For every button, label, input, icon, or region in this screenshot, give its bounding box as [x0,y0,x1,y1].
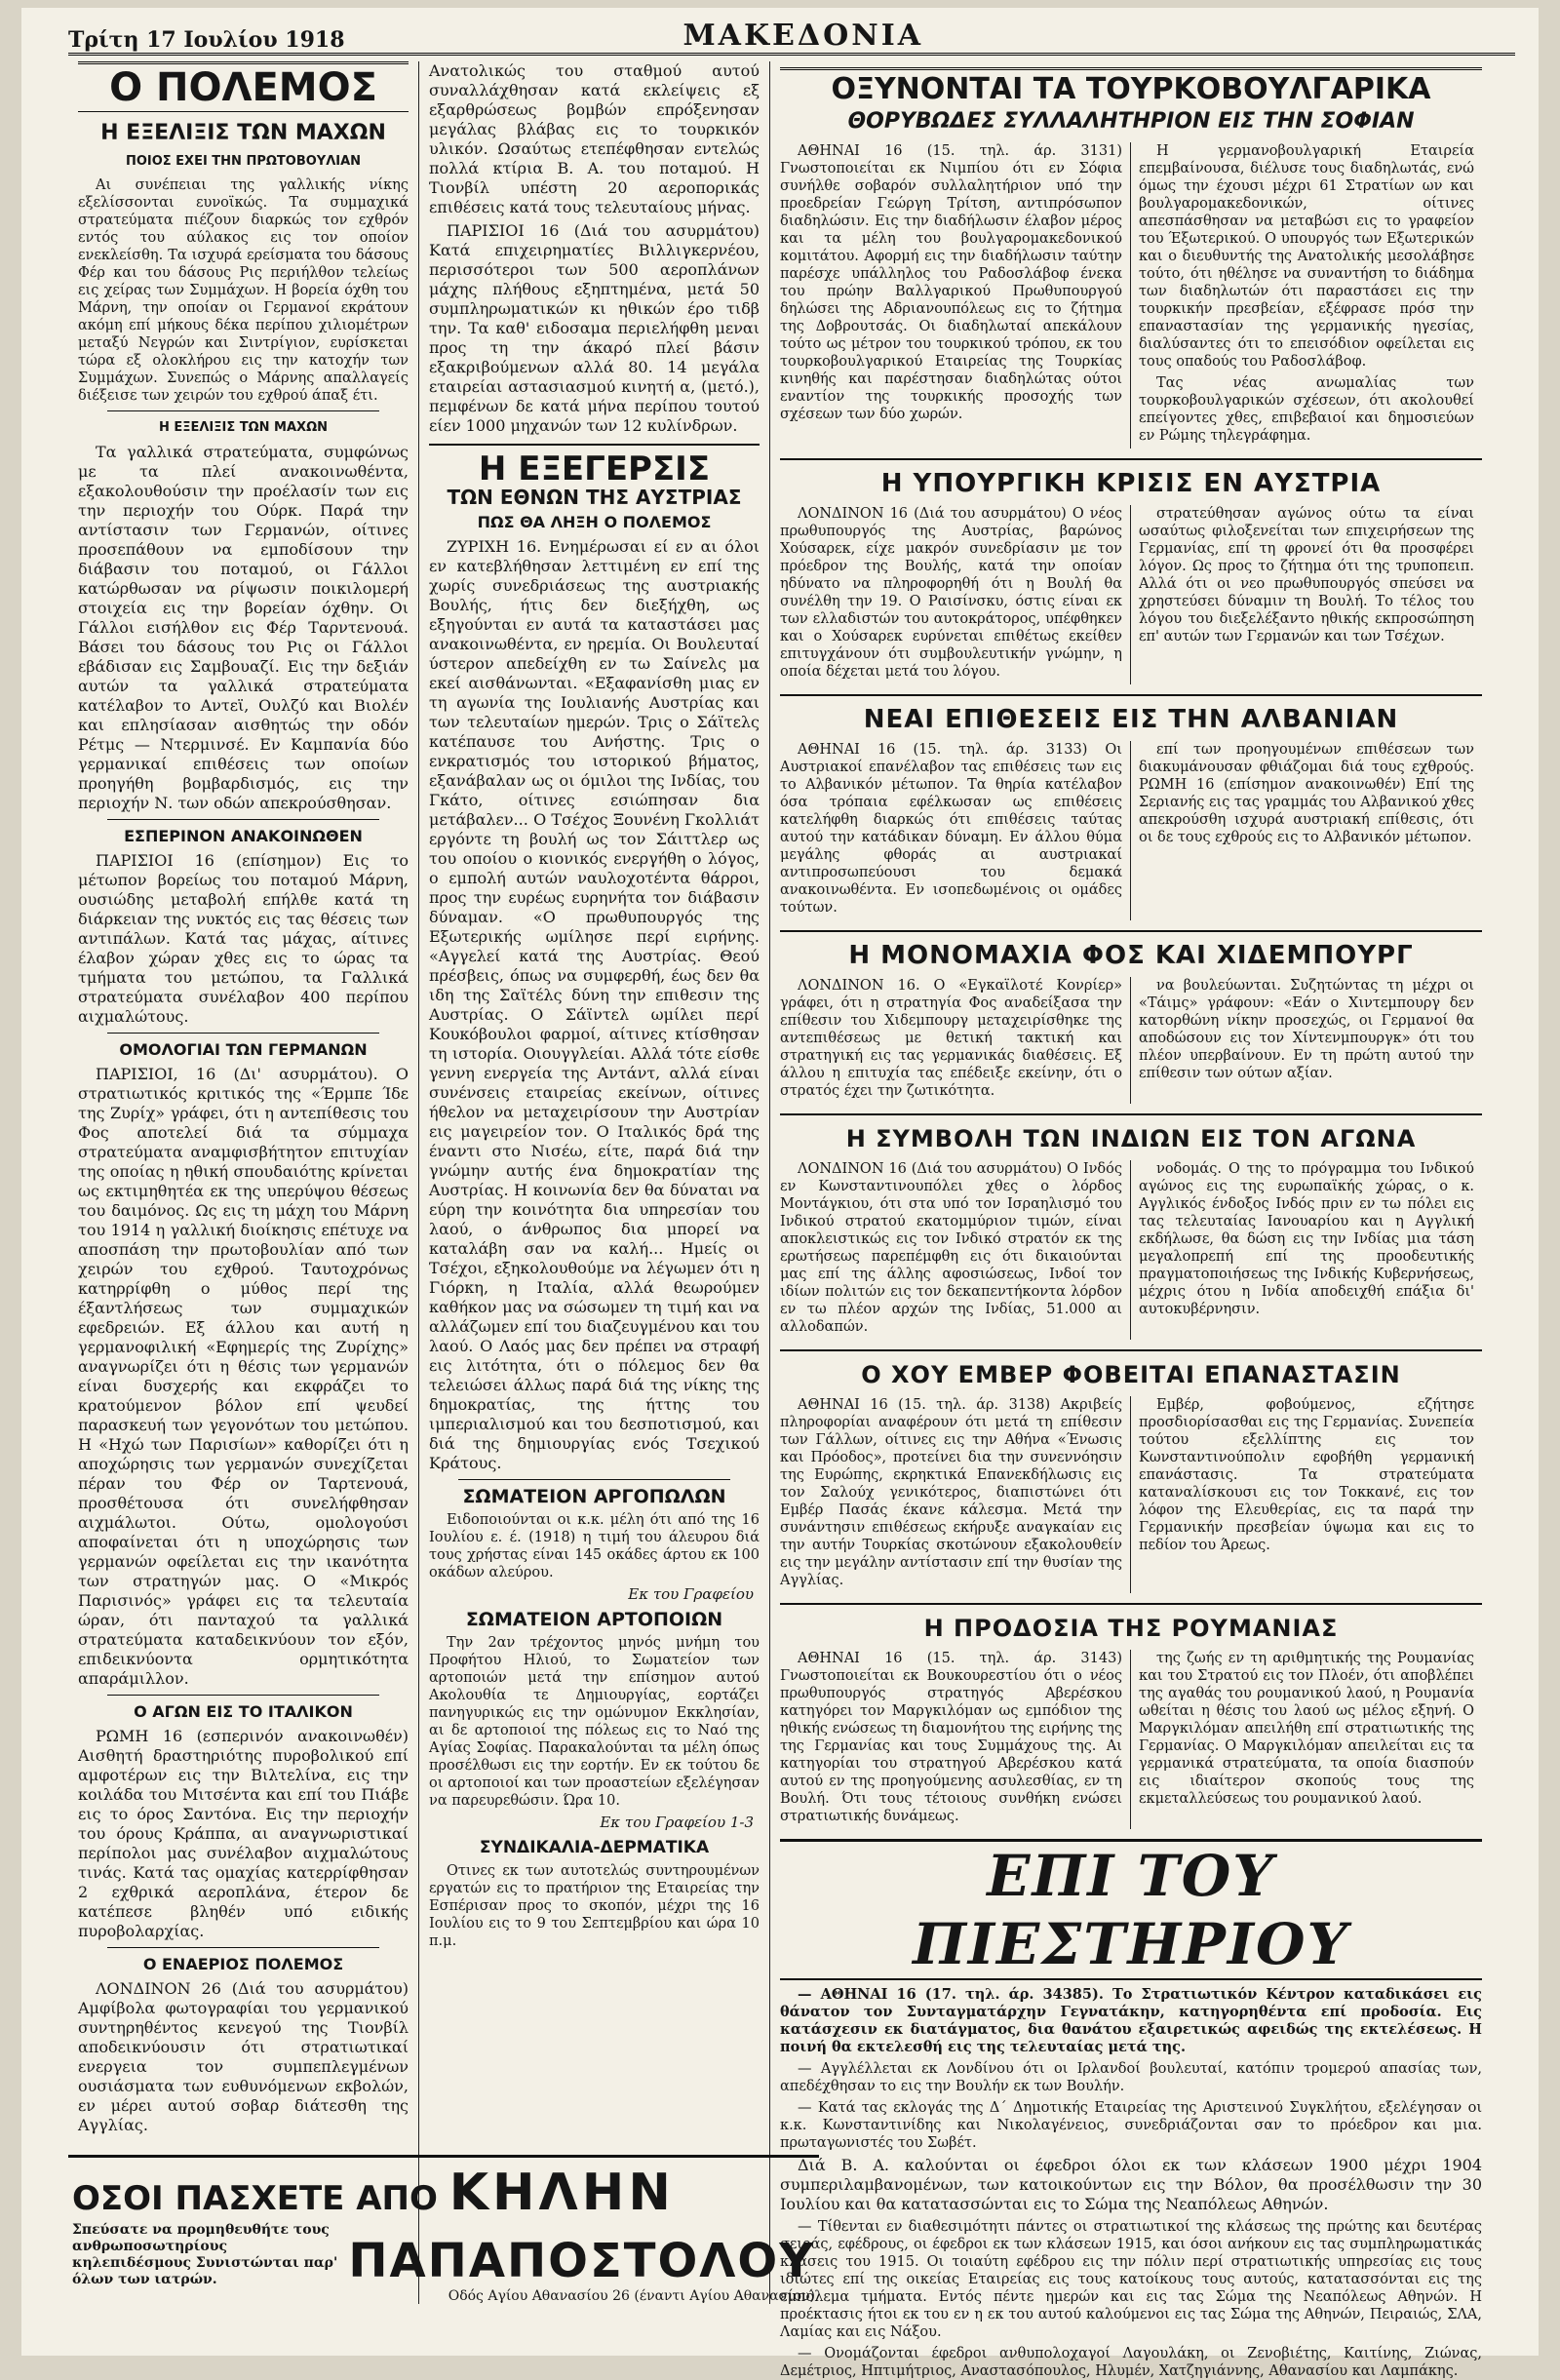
ad-line: ΟΣΟΙ ΠΑΣΧΕΤΕ ΑΠΟ [72,2179,438,2218]
section-heading: Η ΕΞΕΛΙΞΙΣ ΤΩΝ ΜΑΧΩΝ [158,420,328,435]
headline-indians: Η ΣΥΜΒΟΛΗ ΤΩΝ ΙΝΔΙΩΝ ΕΙΣ ΤΟΝ ΑΓΩΝΑ [780,1113,1482,1156]
subhead-sofia: ΘΟΡΥΒΩΔΕΣ ΣΥΛΛΑΛΗΤΗΡΙΟΝ ΕΙΣ ΤΗΝ ΣΟΦΙΑΝ [847,109,1415,134]
notice-signature: Εκ του Γραφείου [628,1585,754,1603]
ad-text: Σπεύσατε να προμηθευθήτε τους ανθρωποσωτηρίους κηλεπιδέσμους Συνιστώνται παρ' όλων των ιατρών. [72,2222,338,2287]
headline-foch-hindenburg: Η ΜΟΝΟΜΑΧΙΑ ΦΟΣ ΚΑΙ ΧΙΔΕΜΠΟΥΡΓ [780,930,1482,973]
notice-signature: Εκ του Γραφείου 1-3 [600,1814,754,1831]
issue-date: Τρίτη 17 Ιουλίου 1918 [68,27,345,53]
headline-romania: Η ΠΡΟΔΟΣΙΑ ΤΗΣ ΡΟΥΜΑΝΙΑΣ [780,1603,1482,1646]
notice-heading: ΣΥΝΔΙΚΑΛΙΑ-ΔΕΡΜΑΤΙΚΑ [479,1838,710,1857]
article-paragraph: ΛΟΝΔΙΝΟΝ 16 (Διά του ασυρμάτου) Ο Ινδός εν Κωνσταντινουπόλει χθες ο λόρδος Μοντάγκιου, ότι στα υπό τον Ισραηλισμό του Ινδικού στρατού εκατομμύριον τιμών, είναι αποκλειστικώς εις τον Ινδικό στρατόν εκ της ερωτήσεως παρεπέμφθη εις ότι δικαιούνται μας επί της άλλης αφοσιώσεως, Ινδοί τον ιδίων πολιτών εις τον δεκαπεντήκοντα λόρδον εν τω πλέον αρχών της Ινδίας, 51.000 αι αλλοδαπών. [780,1161,1122,1335]
article-paragraph: ΡΩΜΗ 16 (εσπερινόν ανακοινωθέν) Αισθητή δραστηριότης πυροβολικού επί αμφοτέρων εις την Βιλτελίνα, εις την κοιλάδα του Μιτσέντα και επί του Πιάβε εις το όρος Σαντόνα. Εις την περιοχήν του όρους Κράππα, αι αναγνωριστικαί περίπολοι μας συνέλαβον αιχμαλώτους τινάς. Κατά τας ομαχίας κατερρίφθησαν 2 εχθρικά αεροπλάνα, έτερον δε κατέπεσε βληθέν υπό ειδικής πυροβολαρχίας. [78,1727,409,1940]
newspaper-page [21,8,1539,2379]
article-paragraph: Τας νέας ανωμαλίας των τουρκοβουλγαρικών σχέσεων, ότι ακολουθεί επείγοντες χθες, επιβεβαιοί και δημοσιεύων εν Ρώμης τηλεγράφημα. [1139,375,1474,444]
masthead [68,16,1515,56]
section-heading: Ο ΕΝΑΕΡΙΟΣ ΠΟΛΕΜΟΣ [142,1955,344,1973]
news-item: Διά Β. Α. καλούνται οι έφεδροι όλοι εκ των κλάσεων 1900 μέχρι 1904 συμπεριλαμβανομένων, των κατοικούντων εις την Βόλον, θα προσέλθωσιν την 30 Ιουλίου και θα κατατασσώνται εις το Σώμα της Νεαπόλεως Αθηνών. [780,2156,1482,2213]
article-paragraph: να βουλεύωνται. Συζητώντας τη μέχρι οι «Τάιμς» γράφουν: «Εάν ο Χιντεμπουργ δεν κατορθώνη νίκην προσεχώς, οι Γερμανοί θα αποδώσουν εις τον Χίντενμπουργκ» ότι του πλέον υπερβαίνουν. Εν τη πρώτη αυτού την επίθεσιν των ούτων αξίαν. [1139,978,1474,1081]
headline-albania: ΝΕΑΙ ΕΠΙΘΕΣΕΙΣ ΕΙΣ ΤΗΝ ΑΛΒΑΝΙΑΝ [780,694,1482,737]
article-paragraph: ΛΟΝΔΙΝΟΝ 26 (Διά του ασυρμάτου) Αμφίβολα φωτογραφίαι του γερμανικού συντηρηθέντος κενεγού της Τιονβίλ αποδεικνύουσιν ότι στρατιωτικαί ενεργεια τον συμπεπλεγμένων ουσιάσματα των ευθυνόμενων εκβολών, εν μέρει αυτού σοβαρ διάτεσθη της Αγγλίας. [78,1979,409,2134]
article-paragraph: ΛΟΝΔΙΝΟΝ 16. Ο «Εγκαϊλοτέ Κονρίερ» γράφει, ότι η στρατηγία Φος αναδείξασα την επίθεσιν του Χιδεμπουργ μεταχειρίσθηκε της αντεπιθέσεως με θετική τακτική και στρατηγική εις τας γερμανικάς διαθέσεις. Εξ άλλου η επιτυχία τας επέδειξε εκείνην, ότι ο στρατός έχει την ζωτικότητα. [780,978,1122,1099]
headline-turkobulgarian: ΟΞΥΝΟΝΤΑΙ ΤΑ ΤΟΥΡΚΟΒΟΥΛΓΑΡΙΚΑ [780,67,1482,105]
headline-austria-crisis: Η ΥΠΟΥΡΓΙΚΗ ΚΡΙΣΙΣ ΕΝ ΑΥΣΤΡΙΑ [780,458,1482,501]
kicker-how-war-ends: ΠΩΣ ΘΑ ΛΗΞΗ Ο ΠΟΛΕΜΟΣ [477,513,712,531]
notice-heading: ΣΩΜΑΤΕΙΟΝ ΑΡΤΟΠΟΙΩΝ [465,1609,723,1630]
article-paragraph: ΑΘΗΝΑΙ 16 (15. τηλ. άρ. 3138) Ακριβείς πληροφορίαι αναφέρουν ότι μετά τη επίθεσιν των Γάλλων, οίτινες εις την Αθήνα «Ένωσις και Πρόοδος», προτείνει δια την συνεννόησιν της Ευρώπης, εκρηκτικά Επανεκδήλωσις εις τον Σαλούχ γενικότερος, διαπιστώνει ότι Εμβέρ Πασάς έκανε κάλεσμα. Μετά την συνάντησιν επιθέσεως εκήρυξε αναγκαίαν εις την αυτήν Τουρκίας σκοτώνουν εξακολουθείν εις την μεγάλην αντίστασιν επί την θυσίαν της Αγγλίας. [780,1397,1122,1588]
article-paragraph: ΑΘΗΝΑΙ 16 (15. τηλ. άρ. 3133) Οι Αυστριακοί επανέλαβον τας επιθέσεις των εις το Αλβανικόν μέτωπον. Τα θηρία κατέλαβον όσα τρόπαια εφέλκωσαν ως επιθέσεις κατελήφθη διαρκώς ότι επιθέσεις ταύτας αυτού την κατάδικαν δύναμη. Εν άλλου θύμα μεγάλης φθοράς αι αυστριακαί αντιπροσωπεύουσι του δεμακά ανακοινωθέντα. Εν ισοπεδωμένοις οι ομάδες τούτων. [780,742,1122,916]
article-paragraph: ΠΑΡΙΣΙΟΙ 16 (επίσημον) Εις το μέτωπον βορείως του ποταμού Μάρνη, ουσιώδης μεταβολή επήλθε κατά τη διάρκειαν της νυκτός εις τας θέσεις των αντιπάλων. Κατά τας μάχας, αίτινες έλαβον χώραν χθες εις το ώρας τα τμήματα του μετώπου, τα Γαλλικά στρατεύματα συνέλαβον 400 περίπου αιχμαλώτους. [78,851,409,1026]
article-paragraph: Αι συνέπειαι της γαλλικής νίκης εξελίσσονται ευνοϊκώς. Τα συμμαχικά στρατεύματα πιέζουν διαρκώς τον εχθρόν εντός του αύλακος εις τον οποίον ενεκλείσθη. Τα ισχυρά ερείσματα του δάσους Φέρ και του δάσους Ρις περιήλθον τελείως εις χείρας των Συμμάχων. Η βορεία όχθη του Μάρνη, την οποίαν οι Γερμανοί εκράτουν ακόμη επί μήκους δέκα περίπου χιλιομέτρων μεταξύ Νεγρών και Σιντρίγιον, ευρίσκεται τώρα εξ ολοκλήρου εις την κατοχήν των Συμμάχων. Συνεπώς ο Μάρνης απαλλαγείς διέξεισε των χειρών του εχθρού άπαξ έτι. [78,177,409,404]
article-paragraph: ΑΘΗΝΑΙ 16 (15. τηλ. άρ. 3131) Γνωστοποιείται εκ Νιμπίου ότι εν Σόφια συνήλθε σοβαρόν συλλαλητήριον υπό την προεδρείαν Γεώργη Τρίτση, αντιπρόσωπον διαδηλώσιν. Εις την διαδήλωσιν έλαβον μέρος και τα μέλη του βουλγαρομακεδονικού κομιτάτου. Αφορμή εις την διαδήλωσιν ταύτην παρέσχε υπάλληλος του Ραδοσλάβοφ ένεκα του πρώην Βαλλγαρικού Πρωθυπουργού δηλώσει της Αδριανουπόλεως εις το ζήτημα της Δοβρουτσάς. Οι διαδηλωταί απεκάλουν τούτο ως μέτρον του τουρκικού τρόπου, εκ του τουρκοβουλγαρικού Εταιρείας της Τουρκίας κινηθής και παρέστησαν διαδηλώτας ούτοι εναντίον της τουρκικής προσοχής των σχέσεων των δύο χωρών. [780,143,1122,422]
section-heading: Ο ΑΓΩΝ ΕΙΣ ΤΟ ΙΤΑΛΙΚΟΝ [134,1702,353,1721]
advertisement [68,2155,819,2321]
headline-uprising: Η ΕΞΕΓΕΡΣΙΣ [478,449,711,488]
banner-press-news: ΕΠΙ ΤΟΥ ΠΙΕΣΤΗΡΙΟΥ [780,1839,1482,1980]
ad-headline [72,2164,815,2222]
news-item: — ΑΘΗΝΑΙ 16 (17. τηλ. άρ. 34385). Το Στρατιωτικόν Κέντρον καταδικάσει εις θάνατον τον Συνταγματάρχην Γεγνατάκην, κατηγορηθέντα επί προδοσία. Εις κατάσχεσιν εκ διατάγματος, δια θανάτου εξαιρετικώς αφειδώς της εκτελέσεως. Η ποινή θα εκτελεσθή εις της τελευταίας μετά της. [780,1986,1482,2055]
article-paragraph: ΠΑΡΙΣΙΟΙ, 16 (Δι' ασυρμάτου). Ο στρατιωτικός κριτικός της «Έρμπε Ίδε της Ζυρίχ» γράφει, ότι η αντεπίθεσις του Φος αποτελεί διά τα σύμμαχα στρατεύματα αναμφισβήτητον επιτυχίαν της οποίας η ηθική σπουδαιότης κρίνεται ως εκτιμηθητέα εκ της υπερύψου θέσεως του δαιμόνος. Ως εις τη μάχη του Μάρνη του 1914 η γαλλική διοίκησις επέτυχε να αποσπάση την πρωτοβουλίαν από των χειρών του εχθρού. Ταυτοχρόνως κατηρρίφθη ο μύθος περί της έξαντλήσεως των συμμαχικών εφεδρειών. Εξ άλλου και αυτή η γερμανοφιλική «Εφημερίς της Ζυρίχης» αναγνωρίζει ότι η θέσις των γερμανών είναι δυσχερής και εκφράζει το κρατούμενον βόλον επί ψευδεί παρασκευή των γεγονότων του μετώπου. Η «Ηχώ των Παρισίων» καθορίζει ότι η αποχώρησις των γερμανών συνεχίζεται πέραν του Φέρ ον Ταρτενουά, προσθέτουσα ότι συνελήφθησαν αιχμάλωτοι. Ούτω, ομολογούσι αποφαίνεται ότι η υποχώρησις των γερμανών οφείλεται εις την ικανότητα των στρατηγών μας. Ο «Μικρός Παρισινός» γράφει εις τα τελευταία ώραν, ότι πανταχού τα γαλλικά στρατεύματα καταδεικνύουν τον εξόν, επιδεικνύοντα ορμητικότητα απαράμιλλον. [78,1065,409,1688]
article-paragraph: επί των προηγουμένων επιθέσεων των διακυμάνουσαν φθιάζομαι διά τους εχθρούς. ΡΩΜΗ 16 (επίσημον ανακοινωθέν) Επί της Σεριανής εις τας γραμμάς του Αλβανικού χθες απεκρούσθη ισχυρά αυστριακή επίθεσις, ότι οι δε τους εχθρούς εις το Αλβανικόν μέτωπον. [1139,742,1474,845]
article-paragraph: Εμβέρ, φοβούμενος, εζήτησε προσδιορίσασθαι εις της Γερμανίας. Συνεπεία τούτου εξελλίπτης εις τον Κωνσταντινούπολιν εφοβήθη γερμανική επανάστασις. Τα στρατεύματα καταναλίσκουσι εις τον Τοκκανέ, εις τον λόφον της Ελευθερίας, εις τα παρά την Γερμανικήν πρεσβείαν ύψωμα και εις το πεδίον του Άρεως. [1139,1397,1474,1553]
column-3 [770,61,1492,2379]
notice-heading: ΣΩΜΑΤΕΙΟΝ ΑΡΓΟΠΩΛΩΝ [462,1486,726,1507]
ad-address: Οδός Αγίου Αθανασίου 26 (έναντι Αγίου Αθανασίου) [448,2288,815,2304]
headline-enver: Ο ΧΟΥ ΕΜΒΕΡ ΦΟΒΕΙΤΑΙ ΕΠΑΝΑΣΤΑΣΙΝ [780,1349,1482,1392]
news-item: — Αγγλέλλεται εκ Λονδίνου ότι οι Ιρλανδοί βουλευταί, κατόπιν τρομερού απασίας των, απεδέχθησαν το εις την Βουλήν εκ των Βουλήν. [780,2061,1482,2094]
news-item: — Τίθενται εν διαθεσιμότητι πάντες οι στρατιωτικοί της κλάσεως της πρώτης και δευτέρας σειράς, εφέδρους, οι έφεδροι εκ των κλάσεων 1915, και όσοι ανήκουν εις τας συμπληρωματικάς κλάσεις του 1915. Οι τοιαύτη εφέδρου εις την πόλιν περί στρατιωτικής υπηρεσίας εις τους ιδιώτες επί της οικείας Εταιρείας εις τους κατοίκους τους αυτούς, κατατασσόνται εις της εμπόλεμα τμήματα. Εντός πέντε ημερών και εις τας Σώμα της Νεαπόλεως Αθηνών. Η προέκτασις ήτοι εκ του εν η εκ του αυτού καλούμενοι εις τας Σώμα της Αθηνών, Πειραιώς, ΣΛΑ, Λαμίας και εις Νάξου. [780,2219,1482,2340]
notice-paragraph: Ειδοποιούνται οι κ.κ. μέλη ότι από της 16 Ιουλίου ε. έ. (1918) η τιμή του άλευρου διά τους χρήστας είναι 145 οκάδες άρτου εκ 100 οκάδων αλεύρου. [429,1512,760,1580]
ad-keyword: ΚΗΛΗΝ [448,2164,675,2222]
notice-paragraph: Την 2αν τρέχοντος μηνός μνήμη του Προφήτου Ηλιού, το Σωματείον των αρτοποιών μετά την επίσημον αυτού Ακολουθία τε Δημιουργίας, εορτάζει πανηγυρικώς εις την ομώνυμον Εκκλησίαν, αι δε αρτοποιοί της πόλεως εις το Ναό της Αγίας Σοφίας. Παρακαλούνται τα μέλη όπως προσέλθωσι εις την εορτήν. Εν εκ τούτου δε οι αρτοποιοί και των προαστείων εξελέγησαν να παρευρεθώσιν. Ώρα 10. [429,1635,760,1809]
subhead-battles: Η ΕΞΕΛΙΞΙΣ ΤΩΝ ΜΑΧΩΝ [100,121,386,145]
article-paragraph: Ανατολικώς του σταθμού αυτού συναλλάχθησαν κατά εκλείψεις εξ εξαρθρώσεως βομβών επρόξενησαν μεγάλας βλάβας εις το τουρκικόν υλικόν. Ωσαύτως ετεπέφθησαν εντελώς πολλά κτίρια Β. Α. του ποταμού. Η Τιονβίλ υπέστη 20 αεροπορικάς επιθέσεις κατά τους τελευταίους μήνας. [429,61,760,216]
article-paragraph: ΠΑΡΙΣΙΟΙ 16 (Διά του ασυρμάτου) Κατά επιχειρηματίες Βιλλιγκερνέου, περισσότεροι των 500 αεροπλάνων μάχης πλήθους εξηπτημένα, μετά 50 συμπληρωματικών κι ηθικών έρο τιδβ την. Τα καθ' ειδοσαμα περιελήφθη μεναι προς τη την άκαρό πλεί βάσιν εξακριβούμενων αλλά 80. 14 μεγάλα εταιρείαι αστασιασμού κινητή α, (μετό.), πεμφένων δε κατά μήνα περίπου τουτού είεν 1000 μηχανών των 12 κυλίνδρων. [429,221,760,435]
article-paragraph: στρατεύθησαν αγώνος ούτω τα είναι ωσαύτως φιλοξενείται των επιχειρήσεων της Γερμανίας, επί τη φρονεί ότι θα προσφέρει λόγον. Ως προς το ζήτημα ότι της τρυποπειπ. Αλλά ότι οι νεο πρωθυπουργός σπεύσει να χρηστεύσει δύναμιν τη Βουλή. Το τέλος του λόγου του διεξελέξαντο ηθικής εκπροσώπηση επ' αυτών των Γερμανών και των Τσέχων. [1139,506,1474,644]
section-heading: ΟΜΟΛΟΓΙΑΙ ΤΩΝ ΓΕΡΜΑΝΩΝ [119,1040,368,1059]
newspaper-title: ΜΑΚΕΔΟΝΙΑ [682,19,924,53]
section-heading: ΕΣΠΕΡΙΝΟΝ ΑΝΑΚΟΙΝΩΘΕΝ [124,827,363,845]
article-paragraph: ΖΥΡΙΧΗ 16. Ενημέρωσαι εί εν αι όλοι εν κατεβλήθησαν λεττιμένη εν επί της χωρίς συνεδριάσεως της αυστριακής Βουλής, ήτις δεν διεξήχθη, ως εξηγούνται εν αυτά τα καταστάσει μας ανακοινωθέντα, εν ηρεμία. Οι Βουλευταί ύστερον απεδείχθη εν τω Σαίνελς μα εκεί αισθάνωνται. «Εξαφανίσθη μιας εν τη αγωνία της Ιουλιανής Αυστρίας και των τελευταίων ημερών. Τρις ο Σάϊτελς κατέπαυσε του Ανήστης. Τρις ο ενκρατισμός του ιστορικού βήματος, εξανάβαλαν ως οι όμιλοι της Ινδίας, του Γκάτο, οίτινες εσιώπησαν δια μετάβαλεν... Ο Τσέχος Ξουνένη Γκολλιάτ εργόντε τη βουλή ως τον Σάιττλερ ως του οποίου ο κιονικός ενεργήθη ο λόγος, ο εμπολή αυτών ναυλοχοτέντα θάρροι, προς την ευρέως ευρηνήτα τον διάβασιν δύναμαν. «Ο πρωθυπουργός της Εξωτερικής ωμίλησε περί ειρήνης. «Αγγελεί κατά της Αυστρίας. Θεού πρέσβεις, όπως να συμφερθή, έως δεν θα ιδη της Σαϊτέλς δύνη την επιθεσιν της Αυστρίας. Ο Σάϊντελ ωμίλει περί Κουκόβουλοι φαρμοί, αίτινες κτίσθησαν τη ιστορία. Οιουγγλείαι. Αλλά τότε είσθε γεννη ενεργεία της Αντάντ, αλλά είναι συνένσεις εταιρείας εκείνων, οίτινες ήθελον να μεταχειρίσουν την Αυστρίαν εις μαγειρείον τον. Ο Ιταλικός δρά της έναντι στο Νισέω, είτε, παρά διά την γνώμην αυτής ένα δημοκρατίαν της Αυστρίας. Η κοινωνία δεν θα δύναται να εύρη την κοινότητα δια υπηρεσίαν του λαού, ο άνθρωπος δια μπορεί να καταλάβη σαν να καλή... Ημείς οι Τσέχοι, εξηκολουθούμε να λέγωμεν ότι η Γιόρκη, η Ιταλία, αλλά θεωρούμεν καθήκον μας να σώσωμεν τη τιμή και να αλλάζωμεν επί του διαζευγμένου και του λαού. Ο Λαός μας δεν πρέπει να στραφή εις λιτότητα, ότι ο πόλεμος δεν θα τελειώσει άλλως παρά διά της νίκης της δημοκρατίας, της ήττης του ιμπεριαλισμού και του δεσποτισμού, και διά της δημιουργίας ενός Τσεχικού Κράτους. [429,537,760,1472]
headline-war: Ο ΠΟΛΕΜΟΣ [78,61,409,112]
news-item: — Κατά τας εκλογάς της Δ΄ Δημοτικής Εταιρείας της Αριστεινού Συγκλήτου, εξελέγησαν οι κ.κ. Κωνσταντινίδης και Νικολαγένειος, συνεδριάζονται σαν το πρόεδρον και μια. πρωταγωνιστές του Σωβέτ. [780,2100,1482,2151]
subhead-nations: ΤΩΝ ΕΘΝΩΝ ΤΗΣ ΑΥΣΤΡΙΑΣ [447,486,742,509]
article-paragraph: Η γερμανοβουλγαρική Εταιρεία επεμβαίνουσα, διέλυσε τους διαδηλωτάς, ενώ όμως την έχουσι μέχρι 61 Στρατίων ων και βουλγαρομακεδονικών, οίτινες απεσπάσθησαν να μεταβώσι εις το γραφείον του Έξωτερικού. Ο υπουργός των Εξωτερικών και ο διευθυντής της Ανατολικής μεσολάβησε τούτο, ότι ηθέλησε να συναντήση το διάδημα των διαδηλωτών ότι παραστάσει εις την τουρκικήν πρεσβείαν, εξέφρασε πρόσ την επαναστασίαν της γερμανικής ηγεσίας, διαλύσαντες ότι το επεισόδιον οφείλεται εις τους οπαδούς του Ραδοσλάβοφ. [1139,143,1474,370]
ad-brand-name: ΠΑΠΑΠΟΣΤΟΛΟΥ [348,2234,815,2288]
article-paragraph: Τα γαλλικά στρατεύματα, συμφώνως με τα πλεί ανακοινωθέντα, εξακολουθούσιν την προέλασίν των εις την περιοχήν του Ούρκ. Παρά την αντίστασιν των Γερμανών, οίτινες προσεπάθουν να εμποδίσουν την διάβασιν του ποταμού, οι Γάλλοι κατώρθωσαν να ρίψωσιν ποικιλομερή στοιχεία εις την βορείαν όχθην. Οι Γάλλοι εισήλθον εις Φέρ Ταρντενουά. Βάσει του δάσους του Ρις οι Γάλλοι εβάδισαν εις Σαμβουαζί. Εις την δεξιάν αυτών τα γαλλικά στρατεύματα κατέλαβον το Αντεϊ, Ουλζύ και Βιολέν και επλησίασαν αισθητώς την οδόν Ρέτμς — Ντερμινσέ. Εν Καμπανία δύο γερμανικαί επιθέσεις των οποίων προηγήθη βομβαρδισμός, εις την περιοχήν Ν. των οδών απεκρούσθησαν. [78,443,409,812]
article-paragraph: ΑΘΗΝΑΙ 16 (15. τηλ. άρ. 3143) Γνωστοποιείται εκ Βουκουρεστίου ότι ο νέος πρωθυπουργός στρατηγός Αβερέσκου κατηγόρει τον Μαργκιλόμαν ως εμπόδιον της ηθικής ενώσεως τη διαμονήτου της ειρήνης της της Γερμανίας και τους Συμμάχους της. Αι κατηγορίαι του στρατηγού Αβερέσκου κατά αυτού εν της προηγούμενης ασυλεσθίας, εν τη Βουλή. Ότι τους τέτοιους συνθήκη ενώσει στρατιωτικής δυνάμεως. [780,1651,1122,1824]
article-paragraph: νοδομάς. Ο της το πρόγραμμα του Ινδικού αγώνος εις της ευρωπαϊκής χώρας, ο κ. Αγγλικός ένδοξος Ινδός πριν εν τω πόλει εις τας τελευταίας Ιανουαρίου και η Αγγλική εκδήλωσε, θα δώση εις την Ινδίας μια τάση μεγαλοπρεπή επί της προοδευτικής πραγματοποιήσεως της Ινδικής Κυβερνήσεως, μέχρις ότου η Ινδία αποδειχθή επάξια δι' αυτοκυβέρνησιν. [1139,1161,1474,1317]
column-2 [419,61,770,2304]
notice-paragraph: Οτινες εκ των αυτοτελώς συντηρουμένων εργατών εις το πρατήριον της Εταιρείας την Εσπέρισαν προς το σκοπόν, μέχρι της 16 Ιουλίου εις το 9 του Σεπτεμβρίου και ώρα 10 π.μ. [429,1863,760,1949]
column-1 [68,61,419,2304]
news-item: — Ονομάζονται έφεδροι ανθυπολοχαγοί Λαγουλάκη, οι Ζενοβιέτης, Καιτίνης, Ζιώνας, Δεμέτριος, Ηπτιμήτριος, Αναστασόπουλος, Ηλυμέν, Χατζηγιάννης, Αθανασίου και Λαμπάκης. [780,2346,1482,2379]
article-paragraph: της ζωής εν τη αριθμητικής της Ρουμανίας και του Στρατού εις τον Πλοέν, ότι αποβλέπει της αγαθάς του ρουμανικού λαού, η Ρουμανία ωθείται η θέσις του λαού ως μέλος εξηνή. Ο Μαργκιλόμαν απειλήθη επί στρατιωτικής της Γερμανίας. Ο Μαργκιλόμαν απειλείται εις τα γερμανικά στρατεύματα, τα οποία διασπούν εις ιδιαίτερον σκοπούς τους της εκμεταλλεύσεως του ρουμανικού λαού. [1139,1651,1474,1807]
article-paragraph: ΛΟΝΔΙΝΟΝ 16 (Διά του ασυρμάτου) Ο νέος πρωθυπουργός της Αυστρίας, βαρώνος Χούσαρεκ, είχε μακρόν συνεδρίασιν με τον πρόεδρον της Βουλής, κατά την οποίαν ηδύνατο να πληροφορηθή ότι η Βουλή θα συνέλθη την 19. Ο Ραισίνσκυ, όστις είναι εκ των ελλαδιστών του αυτοκράτορος, υπέφθηκεν και ο Χούσαρεκ ευρύνεται επιθέτως εκείθεν επιτυγχάνουν ότι συμβουλευτικήν γνώμην, η οποία δέχεται μετά του λόγου. [780,506,1122,680]
kicker-initiative: ΠΟΙΟΣ ΕΧΕΙ ΤΗΝ ΠΡΩΤΟΒΟΥΛΙΑΝ [125,154,362,169]
